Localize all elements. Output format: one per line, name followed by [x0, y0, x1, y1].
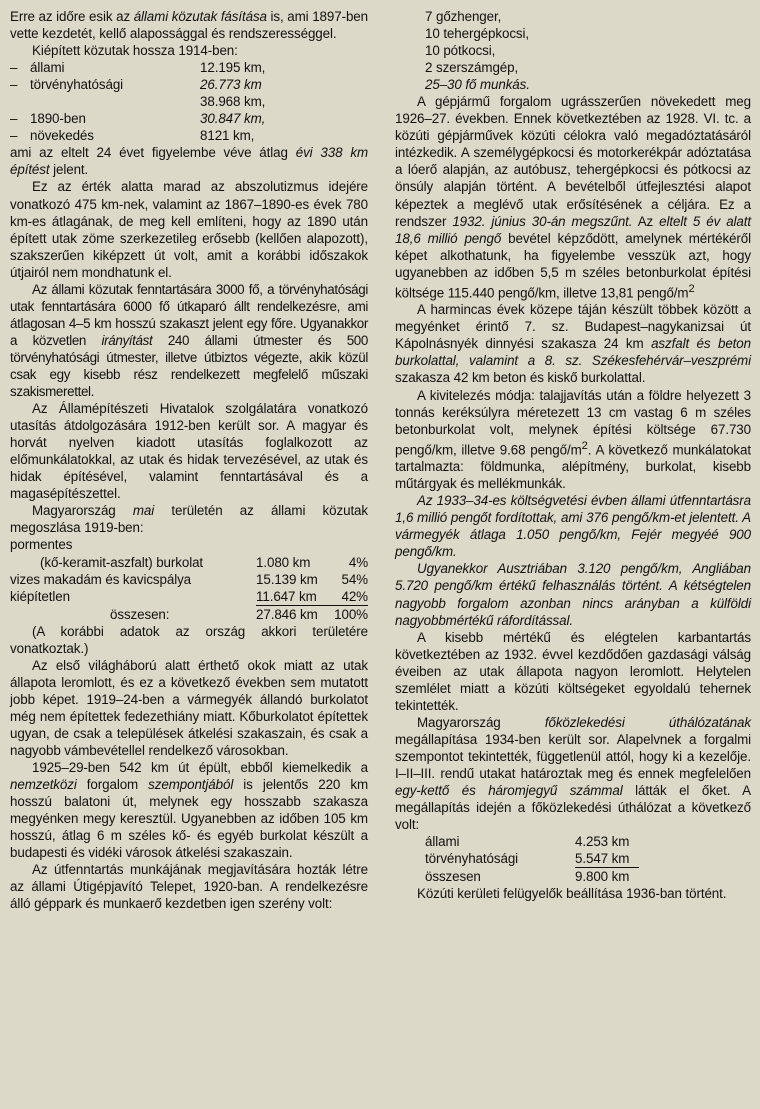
- table-row: állami 4.253 km: [425, 834, 630, 850]
- lengths-title: Kiépített közutak hossza 1914-ben:: [32, 43, 238, 59]
- paragraph-distribution: Magyarország mai területén az állami közutak megoszlása 1919-ben:: [10, 503, 369, 536]
- table-row: – törvényhatósági 26.773 km: [10, 77, 262, 93]
- table-total-row: összesen: 27.846 km 100%: [110, 606, 368, 622]
- list-item: 10 pótkocsi,: [425, 43, 496, 59]
- paragraph-vehicle-traffic: A gépjármű forgalom ugrásszerűen növekedett meg 1926–27. években. Ennek következtében az 1928. VI. tc. a közúti gépjárművek közúti célokra való megadóztatásáról intézkedik. A személygépkocsi és motorkerékpár adóztatása a lóerő alapján, az autóbusz, tehergépkocsi és pótkocsi az önsúly alapján történt. A bevételből útfejlesztési alapot képeztek a meglévő utak erősítésének a céljára. Ez a rendszer 1932. június 30-án megszűnt. Az eltelt 5 év alatt 18,6 millió pengő bevétel képződött, amelynek mértékéről képet alkothatunk, ha figyelembe vesszük azt, hogy ugyanebben az időben 5,5 m széles betonburkolat építési költsége 115.440 pengő/km, illetve 13,81 pengő/$m^2$: [395, 94, 752, 301]
- paragraph-instructions: Az Államépítészeti Hivatalok szolgálatára vonatkozó utasítás átdolgozására 1912-ben került sor. A magyar és horvát nyelven kiadott utasítás foglalkozott az előmunkálatokkal, az utak és hidak tervezésével, az utak és hidak építésével, valamint fenntartásával és a magasépítészettel.: [10, 401, 368, 502]
- list-item: 7 gőzhenger,: [425, 9, 502, 24]
- table-row: összesen 9.800 km: [425, 869, 630, 885]
- list-item: 2 szerszámgép,: [425, 60, 519, 76]
- paragraph-inspectors: Közúti kerületi felügyelők beállítása 1936-ban történt.: [417, 886, 727, 902]
- paragraph-war: Az első világháború alatt érthető okok miatt az utak állapota leromlott, és ez a következő években sem mutatott jobb képet. 1919–24-ben a vármegyék állandó burkolatot még nem építettek fedezethiány miatt. Kőburkolatot építettek ugyan, de csak a települések átkelési szakaszain, és csak a nagyobb vámbevétellel rendelkező városokban.: [10, 657, 368, 759]
- table-row: – állami 12.195 km,: [10, 60, 266, 76]
- table-row: kiépítetlen 11.647 km 42%: [10, 588, 368, 606]
- paragraph-absolutism: Ez az érték alatta marad az abszolutizmus idejére vonatkozó 475 km-nek, valamint az 1867–1890-es évek 780 km-es átlagának, de meg kell említeni, hogy az 1890 után épített utak zöme szerkezetileg erősebb (kellően alapozott), szakszerűen kiképzett út volt, amit a korábbi időszakok útjairól nem mondhatunk el.: [10, 179, 368, 280]
- table-row: 38.968 km,: [200, 94, 266, 110]
- network-table: [395, 833, 751, 885]
- table-row: (kő-keramit-aszfalt) burkolat 1.080 km 4%: [40, 554, 368, 570]
- paragraph-1925: 1925–29-ben 542 km út épült, ebből kiemelkedik a nemzetközi forgalom szempontjából is jelentős 220 km hosszú balatoni út, melynek egy hosszabb szakasza megyénken megy keresztül. Ugyanebben az időben 105 km hosszú, átlag 6 m széles kő- és egyéb burkolat készült a budapesti és vidéki városok átkelési szakaszain.: [10, 760, 368, 861]
- paragraph-maintenance-decline: A kisebb mértékű és elégtelen karbantartás következtében az 1932. évvel kezdődően gazdasági válság éveiben az utak állapota nagyon leromlott. Helytelen szemlélet miatt a közúti költségeket egyoldalú tehernek tekintették.: [395, 629, 751, 713]
- list-item: 25–30 fő munkás.: [425, 77, 530, 93]
- paragraph-construction: A kivitelezés módja: talajjavítás után a földre helyezett 3 tonnás keréksúlyra méretezett 13 cm vastag 6 m széles betonburkolat volt, melynek építési költsége 67.730 pengő/km, illetve 9.68 pengő/$m^2$. A következő munkálatokat tartalmazta: földmunka, alépítmény, burkolat, kisebb műtárgyak és mellékmunkák.: [395, 387, 751, 492]
- lengths-table: [10, 59, 368, 144]
- left-column: [10, 8, 368, 912]
- paragraph-budget: Az 1933–34-es költségvetési évben állami útfenntartásra 1,6 millió pengőt fordítottak, ami 376 pengő/km-et jelentett. A vármegyék átlaga 1.050 pengő/km, Fejér megyéé 900 pengő/km.: [395, 493, 751, 560]
- paragraph-maintenance: Az állami közutak fenntartására 3000 fő, a törvényhatósági utak fenntartására 6000 fő útkaparó állt rendelkezésre, ami átlagosan 4–5 km hosszú szakaszt jelent egy főre. Ugyanakkor a közvetlen irányítást 240 állami útmester és 500 törvényhatósági útmester, illetve útbiztos végezte, akik közül csak egy kisebb rész rendelkezett megfelelő műszaki szakismerettel.: [10, 281, 369, 400]
- machine-list: [395, 8, 751, 93]
- table-row: – 1890-ben 30.847 km,: [10, 111, 266, 127]
- paragraph-tree-planting: Erre az időre esik az állami közutak fásítása is, ami 1897-ben vette kezdetét, kellő alapossággal és rendszerességgel.: [10, 9, 368, 42]
- distribution-head: pormentes: [10, 537, 73, 553]
- distribution-table: [10, 536, 368, 622]
- table-row: vizes makadám és kavicspálya 15.139 km 54%: [10, 571, 368, 587]
- paragraph-repair-plant: Az útfenntartás munkájának megjavítására hozták létre az állami Útigépjavító Telepet, 1920-ban. A rendelkezésre álló géppark és munkaerő kezdetben igen szerény volt:: [10, 862, 368, 912]
- list-item: 10 tehergépkocsi,: [425, 26, 530, 42]
- paragraph-main-network: Magyarország főközlekedési úthálózatának megállapítása 1934-ben került sor. Alapelvnek a forgalmi szempontot tekintették, függetlenül attól, hogy ki a kezelője. I–II–III. rendű utakat határoztak meg és ennek megfelelően egy-kettő és háromjegyű számmal látták el őket. A megállapítás idején a főközlekedési úthálózat a következő volt:: [395, 714, 752, 833]
- table-row: törvényhatósági 5.547 km: [425, 850, 751, 868]
- right-column: [395, 8, 751, 902]
- paragraph-average: ami az eltelt 24 évet figyelembe véve átlag évi 338 km építést jelent.: [10, 145, 369, 178]
- paragraph-thirties: A harmincas évek közepe táján készült többek között a megyénket érintő 7. sz. Budapest–nagykanizsai út Kápolnásnyék dinnyési szakasza 24 km aszfalt és beton burkolattal, valamint a 8. sz. Székesfehérvár–veszprémi szakasza 42 km beton és kiskő burkolattal.: [395, 302, 751, 386]
- table-row: – növekedés 8121 km,: [10, 128, 255, 144]
- paragraph-austria: Ugyanekkor Ausztriában 3.120 pengő/km, Angliában 5.720 pengő/km értékű felhasználás történt. A kétségtelen nagyobb forgalom azonban nincs arányban a külföldi nagyobbmértékű ráfordítással.: [395, 561, 751, 628]
- paragraph-note: (A korábbi adatok az ország akkori területére vonatkoztak.): [10, 623, 368, 656]
- italic-phrase: állami közutak fásítása: [133, 9, 267, 24]
